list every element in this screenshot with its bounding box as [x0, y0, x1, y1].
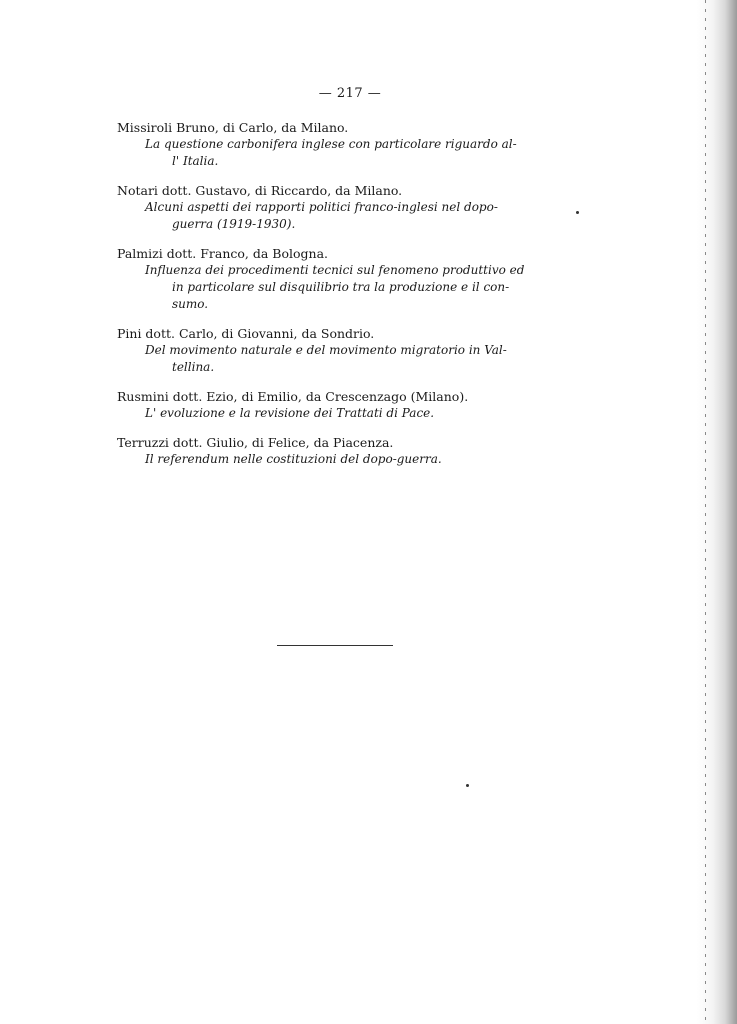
- list-item: [117, 388, 567, 422]
- entry-title: [117, 405, 567, 422]
- section-divider: [277, 645, 393, 646]
- entry-title: [117, 451, 567, 468]
- entry-title-line: Del movimento naturale e del movimento migratorio in Val-: [145, 343, 507, 357]
- page-number: — 217 —: [318, 86, 382, 101]
- ink-speck: [466, 784, 469, 787]
- list-item: [117, 119, 567, 170]
- entry-title-line: guerra (1919-1930).: [172, 217, 296, 231]
- list-item: [117, 182, 567, 233]
- entry-author: Rusmini dott. Ezio, di Emilio, da Crescenzago (Milano).: [117, 389, 469, 404]
- ink-speck: [576, 211, 579, 214]
- entry-title-line: tellina.: [172, 360, 215, 374]
- entry-list: [117, 119, 567, 480]
- list-item: [117, 325, 567, 376]
- entry-title-line: Il referendum nelle costituzioni del dopo-guerra.: [145, 452, 442, 466]
- entry-title-line: Influenza dei procedimenti tecnici sul fenomeno produttivo ed: [145, 263, 525, 277]
- entry-author: Missiroli Bruno, di Carlo, da Milano.: [117, 120, 349, 135]
- entry-title: [117, 199, 567, 233]
- list-item: [117, 245, 567, 313]
- entry-title: [117, 342, 567, 376]
- entry-author: Terruzzi dott. Giulio, di Felice, da Piacenza.: [117, 435, 394, 450]
- list-item: [117, 434, 567, 468]
- entry-title-line: sumo.: [172, 297, 209, 311]
- entry-title-line: l' Italia.: [172, 154, 219, 168]
- entry-title: [117, 136, 567, 170]
- entry-title-line: L' evoluzione e la revisione dei Trattati di Pace.: [145, 406, 435, 420]
- entry-author: Pini dott. Carlo, di Giovanni, da Sondrio.: [117, 326, 375, 341]
- entry-author: Notari dott. Gustavo, di Riccardo, da Milano.: [117, 183, 403, 198]
- page-edge-shadow: [697, 0, 737, 1024]
- entry-title-line: Alcuni aspetti dei rapporti politici franco-inglesi nel dopo-: [145, 200, 498, 214]
- entry-title-line: La questione carbonifera inglese con particolare riguardo al-: [145, 137, 517, 151]
- entry-author: Palmizi dott. Franco, da Bologna.: [117, 246, 328, 261]
- entry-title: [117, 262, 567, 313]
- entry-title-line: in particolare sul disquilibrio tra la produzione e il con-: [172, 280, 510, 294]
